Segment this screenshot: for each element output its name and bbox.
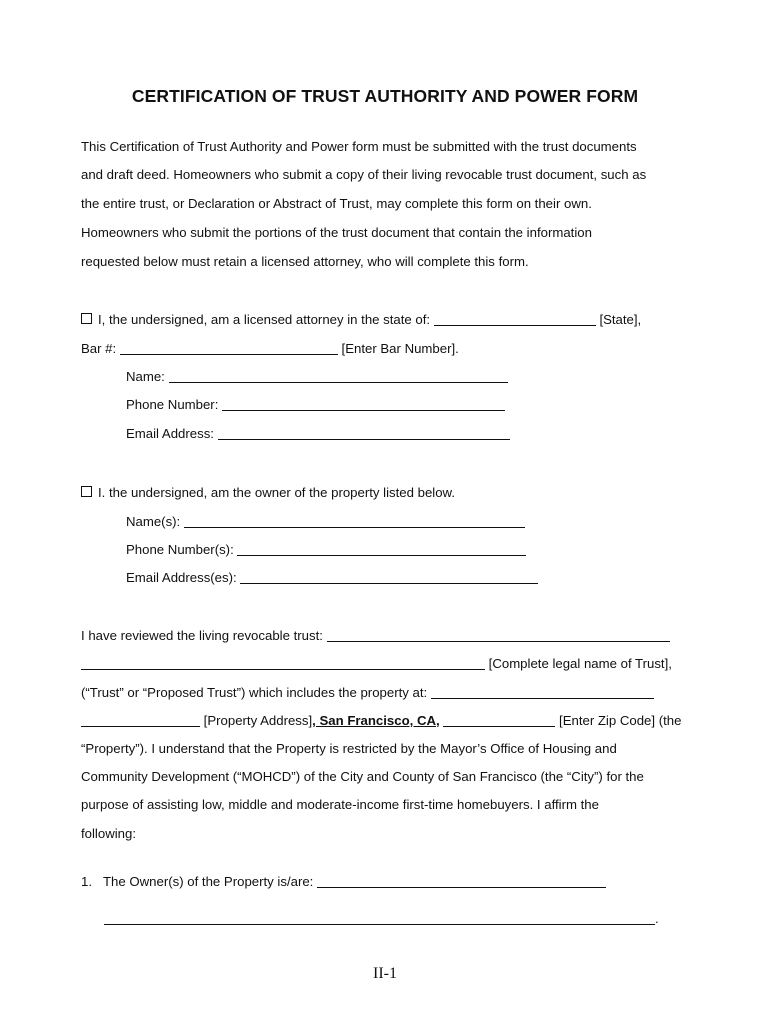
bar-number-field[interactable] [120, 341, 338, 355]
owner-names-row [126, 514, 525, 529]
attorney-row [81, 312, 641, 327]
owners-field-1[interactable] [317, 874, 606, 888]
property-intro-text: (“Trust” or “Proposed Trust”) which includes the property at: [81, 685, 428, 700]
review-line-3 [81, 685, 654, 700]
owner-row [81, 485, 455, 500]
trust-name-suffix: [Complete legal name of Trust], [488, 656, 672, 671]
page-number: II-1 [373, 965, 397, 982]
review-line-8: following: [81, 826, 136, 841]
intro-line-5: requested below must retain a licensed attorney, who will complete this form. [81, 254, 529, 269]
bar-suffix: [Enter Bar Number]. [341, 341, 459, 356]
attorney-email-label: Email Address: [126, 426, 214, 441]
owner-emails-field[interactable] [240, 570, 538, 584]
attorney-name-field[interactable] [169, 369, 508, 383]
attorney-phone-field[interactable] [222, 397, 505, 411]
zip-code-label: [Enter Zip Code] (the [559, 713, 682, 728]
review-line-7: purpose of assisting low, middle and moderate-income first-time homebuyers. I affirm the [81, 797, 599, 812]
review-line-5: “Property”). I understand that the Property is restricted by the Mayor’s Office of Housing and [81, 741, 617, 756]
property-address-label: [Property Address] [203, 713, 313, 728]
item-1-row [81, 874, 606, 889]
intro-line-4: Homeowners who submit the portions of the trust document that contain the information [81, 225, 592, 240]
bar-row [81, 341, 459, 356]
owner-phones-field[interactable] [237, 542, 526, 556]
item-1-continuation [104, 911, 659, 926]
owner-checkbox-label: I. the undersigned, am the owner of the property listed below. [98, 485, 456, 500]
attorney-email-row [126, 426, 510, 441]
item-1-text: The Owner(s) of the Property is/are: [103, 874, 314, 889]
owner-phones-label: Phone Number(s): [126, 542, 234, 557]
trust-name-field-1[interactable] [327, 628, 670, 642]
zip-code-field[interactable] [443, 713, 555, 727]
owner-checkbox[interactable] [81, 486, 92, 497]
attorney-phone-row [126, 397, 505, 412]
review-intro-text: I have reviewed the living revocable trust: [81, 628, 323, 643]
attorney-name-label: Name: [126, 369, 165, 384]
state-suffix: [State], [599, 312, 642, 327]
intro-line-3: the entire trust, or Declaration or Abstract of Trust, may complete this form on their own. [81, 196, 592, 211]
city-state-text: , San Francisco, CA, [312, 713, 440, 728]
intro-line-1: This Certification of Trust Authority and Power form must be submitted with the trust documents [81, 139, 637, 154]
attorney-name-row [126, 369, 508, 384]
attorney-checkbox-label: I, the undersigned, am a licensed attorney in the state of: [98, 312, 431, 327]
property-address-field[interactable] [81, 713, 200, 727]
item-1-period: . [655, 911, 659, 926]
item-1-number: 1. [81, 874, 92, 889]
owner-phones-row [126, 542, 526, 557]
review-line-4 [81, 713, 681, 728]
attorney-phone-label: Phone Number: [126, 397, 219, 412]
owners-field-2[interactable] [104, 911, 655, 925]
owner-emails-row [126, 570, 538, 585]
owner-names-label: Name(s): [126, 514, 181, 529]
intro-line-2: and draft deed. Homeowners who submit a copy of their living revocable trust document, such as [81, 167, 647, 182]
attorney-email-field[interactable] [218, 426, 510, 440]
review-line-6: Community Development (“MOHCD”) of the City and County of San Francisco (the “City”) for the [81, 769, 644, 784]
review-line-1 [81, 628, 670, 643]
state-field[interactable] [434, 312, 596, 326]
bar-label: Bar #: [81, 341, 117, 356]
owner-emails-label: Email Address(es): [126, 570, 237, 585]
owner-names-field[interactable] [184, 514, 525, 528]
property-field[interactable] [431, 685, 654, 699]
trust-name-field-2[interactable] [81, 656, 485, 670]
attorney-checkbox[interactable] [81, 313, 92, 324]
form-title: CERTIFICATION OF TRUST AUTHORITY AND POWER FORM [131, 86, 639, 106]
review-line-2 [81, 656, 672, 671]
